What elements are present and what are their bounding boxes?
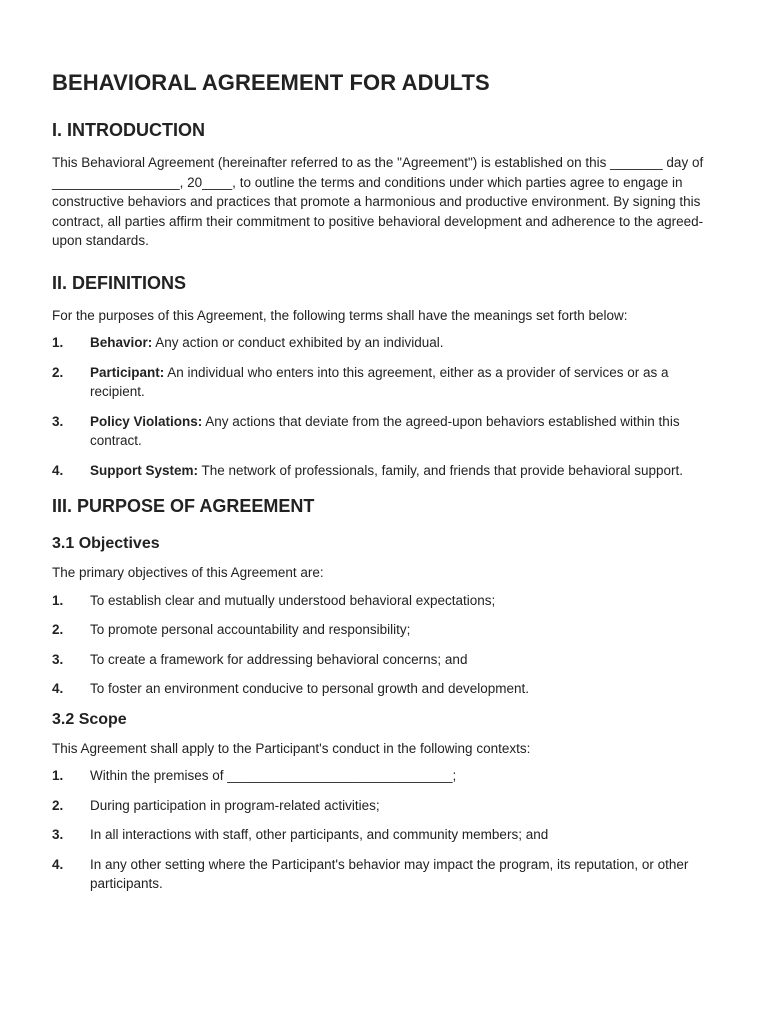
list-number: 1. (52, 592, 64, 608)
list-number: 3. (52, 651, 64, 667)
list-item (52, 679, 722, 699)
objectives-lead: The primary objectives of this Agreement are: (52, 565, 324, 580)
list-item (52, 796, 722, 816)
list-number: 3. (52, 413, 64, 429)
list-number: 2. (52, 622, 64, 637)
definition-item (52, 412, 722, 451)
definition-text: Any actions that deviate from the agreed-upon behaviors established within this contract. (90, 413, 680, 448)
definition-text: Any action or conduct exhibited by an individual. (152, 335, 444, 350)
list-number: 4. (52, 856, 64, 872)
section-heading-definitions: II. DEFINITIONS (52, 272, 187, 293)
definitions-lead: For the purposes of this Agreement, the following terms shall have the meanings set forth below: (52, 307, 628, 323)
list-item (52, 855, 722, 894)
list-item-text: During participation in program-related activities; (90, 797, 380, 813)
definition-term: Participant: (90, 364, 165, 380)
subsection-heading-objectives: 3.1 Objectives (52, 535, 160, 552)
list-number: 1. (52, 335, 64, 350)
list-number: 1. (52, 768, 64, 783)
list-item (52, 620, 722, 640)
definition-item (52, 333, 722, 353)
list-item-text: In any other setting where the Participant's behavior may impact the program, its reputation, or other participants. (90, 856, 689, 891)
list-item (52, 591, 722, 611)
definition-item (52, 461, 722, 481)
definitions-list (52, 333, 722, 480)
list-item (52, 650, 722, 670)
list-number: 2. (52, 364, 64, 380)
list-item-text: To foster an environment conducive to personal growth and development. (90, 681, 530, 696)
list-number: 4. (52, 462, 64, 478)
section-heading-introduction: I. INTRODUCTION (52, 120, 205, 140)
list-item-text: To create a framework for addressing behavioral concerns; and (90, 651, 468, 667)
definition-text: An individual who enters into this agreement, either as a provider of services or as a recipient. (90, 364, 669, 399)
introduction-paragraph: This Behavioral Agreement (hereinafter referred to as the "Agreement") is established on this _______ day of _________________, 20____, to outline the terms and conditions under which parties agree to engage in constructive behaviors and practices that promote a harmonious and productive environment. By signing this contract, all parties affirm their commitment to positive behavioral development and adherence to the agreed-upon standards. (52, 155, 704, 248)
definition-term: Support System: (90, 462, 199, 478)
list-number: 4. (52, 681, 64, 696)
list-item (52, 766, 722, 786)
list-number: 3. (52, 827, 64, 842)
document-title: BEHAVIORAL AGREEMENT FOR ADULTS (52, 70, 490, 95)
definition-item (52, 363, 722, 402)
definition-term: Behavior: (90, 335, 153, 350)
objectives-list (52, 591, 722, 699)
definition-term: Policy Violations: (90, 413, 203, 429)
scope-list (52, 766, 722, 894)
list-number: 2. (52, 797, 64, 813)
definition-text: The network of professionals, family, and friends that provide behavioral support. (198, 462, 684, 478)
subsection-heading-scope: 3.2 Scope (52, 710, 127, 728)
section-heading-purpose: III. PURPOSE OF AGREEMENT (52, 496, 315, 516)
list-item (52, 825, 722, 845)
document-body (52, 70, 722, 904)
list-item-text: To establish clear and mutually understood behavioral expectations; (90, 592, 496, 608)
list-item-text: Within the premises of ______________________________; (90, 768, 457, 783)
list-item-text: In all interactions with staff, other participants, and community members; and (90, 827, 549, 842)
scope-lead: This Agreement shall apply to the Participant's conduct in the following contexts: (52, 740, 531, 756)
list-item-text: To promote personal accountability and responsibility; (90, 622, 411, 637)
